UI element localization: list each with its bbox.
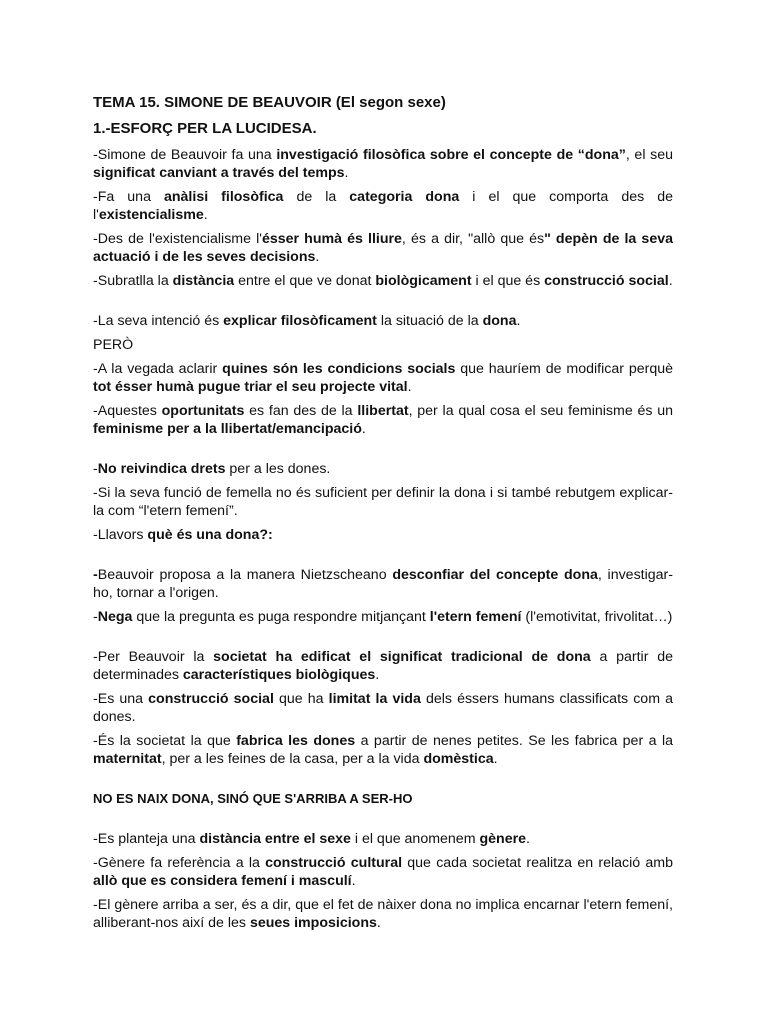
bold-text: desconfiar del concepte dona — [392, 567, 598, 583]
text-run: . — [361, 421, 366, 437]
paragraph — [93, 484, 673, 520]
text-run: . — [407, 379, 412, 395]
section-title: 1.-ESFORÇ PER LA LUCIDESA. — [93, 120, 317, 137]
text-run: , investigar-ho, tornar a l'origen. — [93, 567, 673, 601]
paragraph — [93, 690, 673, 726]
text-run: -És la societat la que — [93, 733, 237, 749]
text-run: -La seva intenció és — [93, 313, 224, 329]
paragraph — [93, 830, 673, 848]
text-run: . — [351, 873, 356, 889]
paragraph — [93, 188, 673, 224]
text-run: - — [93, 609, 98, 625]
text-run: , és a dir, "allò que és — [401, 231, 545, 247]
text-run: a partir de nenes petites. Se les fabrica per a la — [355, 733, 674, 749]
text-run: -Per Beauvoir la — [93, 649, 214, 665]
text-run: . — [375, 667, 380, 683]
text-run: dels éssers humans classificats com a dones. — [93, 691, 673, 725]
text-run: de la — [283, 189, 350, 205]
bold-text: limitat la vida — [328, 691, 421, 707]
bold-text: oportunitats — [161, 403, 245, 419]
bold-text: societat ha edificat el significat tradicional de dona — [213, 649, 591, 665]
paragraph — [93, 230, 673, 266]
paragraph — [93, 360, 673, 396]
paragraph — [93, 608, 673, 626]
bold-text: categoria dona — [349, 189, 460, 205]
bold-text: investigació filosòfica sobre el concepte de “dona” — [276, 147, 626, 163]
paragraph — [93, 272, 673, 290]
bold-text: " depèn de la seva actuació i de les seves decisions — [93, 231, 673, 265]
paragraph — [93, 336, 673, 354]
text-run: . — [315, 249, 320, 265]
bold-text: allò que es considera femení i masculí — [93, 873, 352, 889]
bold-text: fabrica les dones — [236, 733, 356, 749]
bold-text: construcció social — [544, 273, 669, 289]
text-run: que cada societat realitza en relació amb — [402, 855, 673, 871]
text-run: i el que és — [471, 273, 545, 289]
paragraph — [93, 566, 673, 602]
bold-text: anàlisi filosòfica — [163, 189, 284, 205]
bold-text: tot ésser humà pugue triar el seu projecte vital — [93, 379, 408, 395]
section-heading: NO ES NAIX DONA, SINÓ QUE S'ARRIBA A SER-HO — [93, 791, 413, 806]
paragraph — [93, 402, 673, 438]
text-run: -Llavors — [93, 527, 148, 543]
text-run: , per la qual cosa el seu feminisme és un — [408, 403, 673, 419]
bold-text: gènere — [479, 831, 526, 847]
paragraph — [93, 460, 673, 478]
bold-text: biològicament — [375, 273, 472, 289]
text-run: -Simone de Beauvoir fa una — [93, 147, 277, 163]
paragraph — [93, 896, 673, 932]
paragraph — [93, 732, 673, 768]
bold-text: construcció cultural — [265, 855, 403, 871]
bold-text: No reivindica drets — [97, 461, 226, 477]
bold-text: distància — [172, 273, 235, 289]
text-run: - — [93, 461, 98, 477]
text-run: entre el que ve donat — [234, 273, 376, 289]
bold-text: feminisme per a la llibertat/emancipació — [93, 421, 362, 437]
text-run: -Des de l'existencialisme l' — [93, 231, 262, 247]
bold-text: domèstica — [423, 751, 494, 767]
bold-text: què és una dona?: — [147, 527, 273, 543]
text-run: la situació de la — [376, 313, 483, 329]
document-body — [93, 93, 673, 938]
paragraph — [93, 526, 673, 544]
text-run: -Fa una — [93, 189, 164, 205]
text-run: . — [344, 165, 349, 181]
text-run: a partir de determinades — [93, 649, 673, 683]
bold-text: llibertat — [357, 403, 409, 419]
bold-text: dona — [482, 313, 517, 329]
bold-text: quines són les condicions socials — [222, 361, 456, 377]
section-2-paragraphs — [93, 830, 673, 932]
paragraph — [93, 312, 673, 330]
text-run: , el seu — [625, 147, 673, 163]
text-run: que la pregunta es puga respondre mitjançant — [132, 609, 430, 625]
text-run: -Es una — [93, 691, 149, 707]
section-1-paragraphs — [93, 146, 673, 768]
text-run: Beauvoir proposa a la manera Nietzscheano — [97, 567, 393, 583]
text-run: que ha — [273, 691, 329, 707]
text-run: PERÒ — [93, 337, 134, 353]
text-run: . — [203, 207, 208, 223]
text-run: es fan des de la — [244, 403, 358, 419]
text-run: . — [668, 273, 673, 289]
text-run: . — [526, 831, 530, 847]
text-run: i el que comporta des de l' — [93, 189, 673, 223]
bold-text: maternitat — [93, 751, 162, 767]
text-run: -El gènere arriba a ser, és a dir, que el fet de nàixer dona no implica encarnar l'etern femení, alliberant-nos així de les — [93, 897, 673, 931]
bold-text: existencialisme — [98, 207, 204, 223]
text-run: per a les dones. — [225, 461, 331, 477]
text-run: -Si la seva funció de femella no és suficient per definir la dona i si també rebutgem explicar-la com “l'etern femení”. — [93, 485, 673, 519]
bold-text: - — [93, 567, 98, 583]
text-run: -Gènere fa referència a la — [93, 855, 266, 871]
text-run: -A la vegada aclarir — [93, 361, 223, 377]
text-run: (l'emotivitat, frivolitat…) — [521, 609, 673, 625]
document-title: TEMA 15. SIMONE DE BEAUVOIR (El segon sexe) — [93, 94, 446, 111]
bold-text: Nega — [97, 609, 133, 625]
text-run: que hauríem de modificar perquè — [455, 361, 674, 377]
paragraph — [93, 146, 673, 182]
bold-text: l'etern femení — [429, 609, 522, 625]
paragraph — [93, 854, 673, 890]
bold-text: seues imposicions — [249, 915, 377, 931]
bold-text: significat canviant a través del temps — [93, 165, 345, 181]
text-run: , per a les feines de la casa, per a la vida — [161, 751, 424, 767]
text-run: . — [516, 313, 521, 329]
text-run: -Aquestes — [93, 403, 162, 419]
text-run: -Subratlla la — [93, 273, 173, 289]
bold-text: explicar filosòficament — [223, 313, 377, 329]
bold-text: distància entre el sexe — [199, 831, 351, 847]
text-run: i el que anomenem — [350, 831, 480, 847]
bold-text: ésser humà és lliure — [261, 231, 402, 247]
text-run: -Es planteja una — [93, 831, 200, 847]
text-run: . — [493, 751, 498, 767]
paragraph — [93, 648, 673, 684]
bold-text: característiques biològiques — [182, 667, 376, 683]
text-run: . — [376, 915, 381, 931]
bold-text: construcció social — [148, 691, 274, 707]
